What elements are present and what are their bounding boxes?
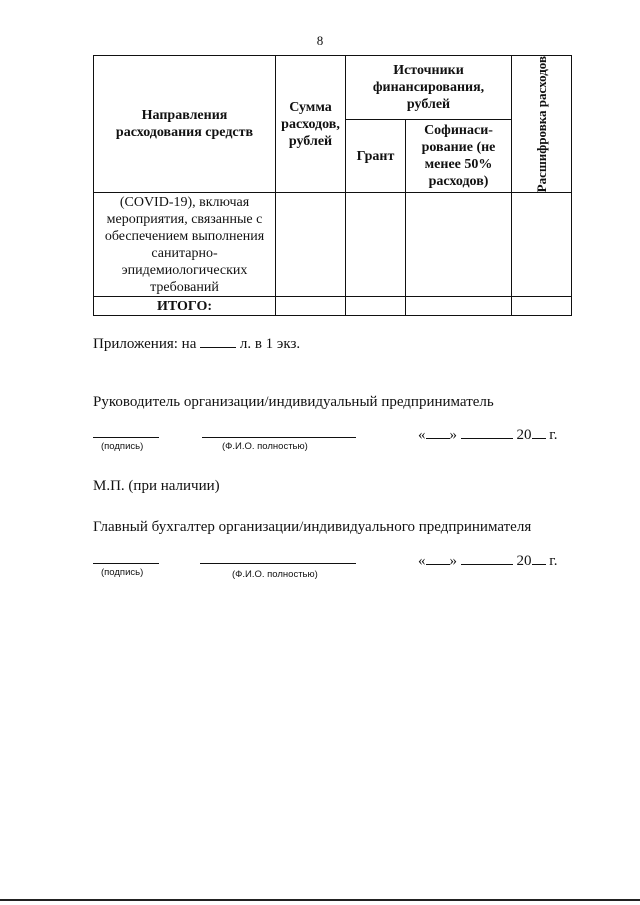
head-date-close: » — [449, 427, 457, 443]
accountant-date-close: » — [449, 553, 457, 569]
accountant-month-blank — [461, 551, 513, 565]
total-label: ИТОГО: — [94, 297, 276, 316]
head-month-blank — [461, 425, 513, 439]
accountant-signature-caption: (подпись) — [101, 567, 144, 578]
header-cofinancing: Софинаси-рование (не менее 50% расходов) — [406, 119, 512, 192]
attachments-pages-blank — [200, 334, 236, 348]
total-breakdown — [512, 297, 572, 316]
head-title: Руководитель организации/индивидуальный предприниматель — [93, 394, 494, 410]
header-sum: Сумма расходов, рублей — [276, 56, 346, 193]
head-day-blank — [426, 425, 450, 439]
page-number: 8 — [316, 33, 324, 48]
head-name-caption: (Ф.И.О. полностью) — [222, 441, 308, 452]
head-signature-line — [93, 437, 159, 438]
head-name-line — [202, 437, 356, 438]
header-sources: Источники финансирования, рублей — [346, 56, 512, 120]
attachments-prefix: Приложения: на — [93, 336, 197, 352]
row-covid-breakdown — [512, 193, 572, 297]
header-breakdown: Расшифровка расходов — [534, 56, 550, 193]
header-grant: Грант — [346, 119, 406, 192]
head-signature-caption: (подпись) — [101, 441, 144, 452]
head-year: 20 — [516, 427, 532, 443]
accountant-date-open: « — [418, 553, 426, 569]
total-grant — [346, 297, 406, 316]
attachments-suffix: л. в 1 экз. — [239, 336, 301, 352]
head-year-blank — [532, 425, 546, 439]
accountant-day-blank — [426, 551, 450, 565]
head-date-open: « — [418, 427, 426, 443]
head-date — [418, 425, 557, 444]
accountant-year-blank — [532, 551, 546, 565]
row-covid-cofinancing — [406, 193, 512, 297]
accountant-year: 20 — [516, 553, 532, 569]
head-year-suffix: г. — [549, 427, 558, 443]
total-cofinancing — [406, 297, 512, 316]
accountant-name-line — [200, 563, 356, 564]
seal-note: М.П. (при наличии) — [93, 478, 220, 494]
row-covid-sum — [276, 193, 346, 297]
row-covid-direction: (COVID-19), включая мероприятия, связанные с обеспечением выполнения санитарно-эпидемиологических требований — [94, 193, 276, 297]
accountant-date — [418, 551, 557, 570]
header-direction: Направления расходования средств — [94, 56, 276, 193]
header-breakdown-cell — [512, 56, 572, 193]
expenses-table — [93, 55, 572, 316]
total-sum — [276, 297, 346, 316]
page-bottom-rule — [0, 899, 640, 901]
row-covid-grant — [346, 193, 406, 297]
accountant-year-suffix: г. — [549, 553, 558, 569]
accountant-name-caption: (Ф.И.О. полностью) — [232, 569, 318, 580]
accountant-title: Главный бухгалтер организации/индивидуального предпринимателя — [93, 519, 532, 535]
attachments-line — [93, 334, 300, 353]
accountant-signature-line — [93, 563, 159, 564]
